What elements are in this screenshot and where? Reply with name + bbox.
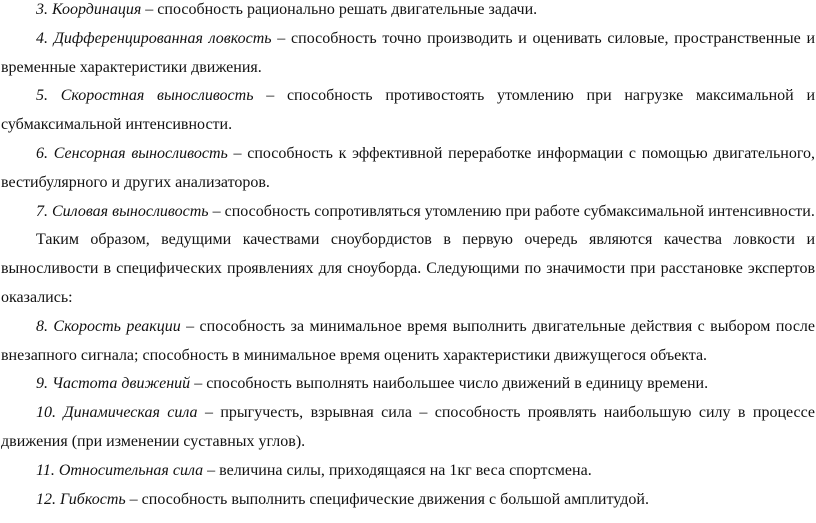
term-coordination: 3. Координация — [36, 1, 142, 18]
term-dynamic-strength: 10. Динамическая сила — [36, 404, 198, 422]
definition-reaction-speed: – способность за минимальное время выполнить двигательные действия с выбором после внезапного сигнала; способность в минимальное время оценить характеристики движущегося объекта. — [1, 317, 816, 364]
paragraph-dynamic-strength — [1, 399, 815, 457]
paragraph-flexibility — [1, 486, 815, 515]
paragraph-strength-endurance — [1, 198, 815, 227]
definition-coordination: – способность рационально решать двигательные задачи. — [141, 1, 538, 18]
term-differentiated-agility: 4. Дифференцированная ловкость — [36, 29, 272, 47]
term-movement-frequency: 9. Частота движений — [36, 375, 191, 393]
paragraph-speed-endurance — [1, 82, 815, 140]
definition-differentiated-agility: – способность точно производить и оценивать силовые, пространственные и временные характеристики движения. — [1, 29, 816, 76]
paragraph-differentiated-agility — [1, 25, 815, 83]
summary-text: Таким образом, ведущими качествами сноубордистов в первую очередь являются качества ловкости и выносливости в специфических проявлениях для сноуборда. Следующими по значимости при расстановке экспертов оказались: — [1, 231, 815, 306]
paragraph-summary — [1, 226, 815, 312]
definition-flexibility: – способность выполнить специфические движения с большой амплитудой. — [125, 490, 649, 508]
term-strength-endurance: 7. Силовая выносливость — [36, 202, 209, 220]
definition-strength-endurance: – способность сопротивляться утомлению при работе субмаксимальной интенсивности. — [208, 202, 815, 220]
paragraph-relative-strength — [1, 457, 815, 486]
paragraph-coordination — [1, 0, 815, 25]
paragraph-movement-frequency — [1, 370, 815, 399]
term-sensory-endurance: 6. Сенсорная выносливость — [36, 144, 228, 162]
term-relative-strength: 11. Относительная сила — [36, 461, 204, 479]
definition-sensory-endurance: – способность к эффективной переработке информации с помощью двигательного, вестибулярного и других анализаторов. — [1, 144, 815, 191]
term-speed-endurance: 5. Скоростная выносливость — [36, 87, 254, 105]
term-reaction-speed: 8. Скорость реакции — [36, 317, 181, 335]
definition-speed-endurance: – способность противостоять утомлению при нагрузке максимальной и субмаксимальной интенсивности. — [1, 87, 816, 134]
definition-movement-frequency: – способность выполнять наибольшее число движений в единицу времени. — [190, 375, 709, 393]
paragraph-reaction-speed — [1, 313, 815, 371]
definition-relative-strength: – величина силы, приходящаяся на 1кг веса спортсмена. — [203, 461, 592, 479]
paragraph-sensory-endurance — [1, 140, 815, 198]
definition-dynamic-strength: – прыгучесть, взрывная сила – способность проявлять наибольшую силу в процессе движения (при изменении суставных углов). — [1, 404, 816, 450]
term-flexibility: 12. Гибкость — [36, 490, 126, 508]
